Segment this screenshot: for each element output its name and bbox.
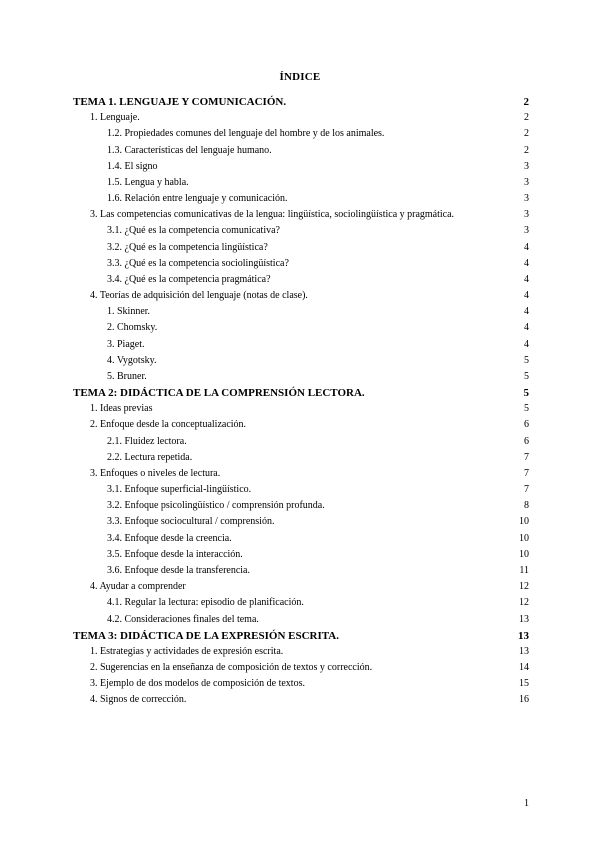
- toc-entry-page: 7: [524, 451, 529, 463]
- toc-section-entry[interactable]: [73, 676, 529, 692]
- toc-entry-page: 6: [524, 435, 529, 447]
- toc-entry-label: 3.2. Enfoque psicolingüístico / comprensión profunda.: [107, 500, 325, 512]
- toc-subsection-entry[interactable]: [73, 175, 529, 191]
- toc-entry-page: 10: [519, 516, 529, 528]
- toc-subsection-entry[interactable]: [73, 563, 529, 579]
- toc-chapter-entry[interactable]: [73, 628, 529, 644]
- toc-subsection-entry[interactable]: [73, 450, 529, 466]
- toc-subsection-entry[interactable]: [73, 547, 529, 563]
- toc-entry-page: 6: [524, 419, 529, 431]
- toc-entry-label: TEMA 3: DIDÁCTICA DE LA EXPRESIÓN ESCRITA.: [73, 629, 339, 642]
- toc-subsection-entry[interactable]: [73, 337, 529, 353]
- toc-entry-page: 5: [524, 370, 529, 382]
- toc-entry-label: 1.3. Características del lenguaje humano.: [107, 144, 272, 156]
- toc-entry-label: 4. Vygotsky.: [107, 354, 157, 366]
- toc-subsection-entry[interactable]: [73, 240, 529, 256]
- toc-entry-page: 4: [524, 290, 529, 302]
- toc-entry-label: 4.1. Regular la lectura: episodio de planificación.: [107, 597, 304, 609]
- toc-entry-label: 1. Skinner.: [107, 306, 151, 318]
- toc-entry-page: 5: [524, 354, 529, 366]
- toc-entry-page: 4: [524, 257, 529, 269]
- toc-entry-label: 3.5. Enfoque desde la interacción.: [107, 548, 243, 560]
- toc-entry-page: 16: [519, 694, 529, 706]
- toc-entry-label: 2. Sugerencias en la enseñanza de composición de textos y corrección.: [90, 662, 373, 674]
- toc-section-entry[interactable]: [73, 288, 529, 304]
- toc-entry-page: 7: [524, 467, 529, 479]
- toc-entry-label: 3.4. Enfoque desde la creencia.: [107, 532, 232, 544]
- toc-entry-page: 8: [524, 500, 529, 512]
- toc-entry-label: 4. Teorías de adquisición del lenguaje (notas de clase).: [90, 290, 308, 302]
- toc-entry-label: 2. Chomsky.: [107, 322, 158, 334]
- toc-entry-page: 4: [524, 338, 529, 350]
- toc-entry-label: 3. Ejemplo de dos modelos de composición de textos.: [90, 678, 305, 690]
- toc-subsection-entry[interactable]: [73, 223, 529, 239]
- toc-subsection-entry[interactable]: [73, 256, 529, 272]
- toc-entry-page: 4: [524, 322, 529, 334]
- toc-entry-label: TEMA 2: DIDÁCTICA DE LA COMPRENSIÓN LECTORA.: [73, 387, 365, 400]
- toc-section-entry[interactable]: [73, 466, 529, 482]
- toc-subsection-entry[interactable]: [73, 272, 529, 288]
- toc-subsection-entry[interactable]: [73, 595, 529, 611]
- toc-entry-page: 5: [524, 403, 529, 415]
- toc-entry-label: 1.6. Relación entre lenguaje y comunicación.: [107, 193, 288, 205]
- toc-entry-label: 3.1. ¿Qué es la competencia comunicativa?: [107, 225, 280, 237]
- toc-entry-page: 2: [524, 128, 529, 140]
- page-title: ÍNDICE: [279, 71, 321, 83]
- toc-section-entry[interactable]: [73, 401, 529, 417]
- toc-entry-label: 2.1. Fluidez lectora.: [107, 435, 187, 447]
- toc-section-entry[interactable]: [73, 692, 529, 708]
- toc-entry-label: 1.4. El signo: [107, 160, 158, 172]
- toc-entry-page: 2: [523, 96, 529, 108]
- toc-entry-page: 3: [524, 193, 529, 205]
- toc-entry-label: 3.3. ¿Qué es la competencia sociolingüística?: [107, 257, 289, 269]
- toc-entry-label: 3.2. ¿Qué es la competencia lingüística?: [107, 241, 268, 253]
- toc-subsection-entry[interactable]: [73, 531, 529, 547]
- toc-subsection-entry[interactable]: [73, 320, 529, 336]
- toc-entry-page: 12: [519, 597, 529, 609]
- toc-entry-label: 3. Las competencias comunicativas de la lengua: lingüística, sociolingüística y pragmática.: [90, 209, 455, 221]
- toc-entry-page: 3: [524, 209, 529, 221]
- toc-entry-page: 12: [519, 581, 529, 593]
- toc-entry-page: 4: [524, 241, 529, 253]
- toc-section-entry[interactable]: [73, 417, 529, 433]
- toc-entry-page: 3: [524, 225, 529, 237]
- toc-subsection-entry[interactable]: [73, 514, 529, 530]
- toc-chapter-entry[interactable]: [73, 385, 529, 401]
- toc-section-entry[interactable]: [73, 579, 529, 595]
- toc-entry-page: 13: [519, 645, 529, 657]
- toc-entry-page: 11: [519, 564, 529, 576]
- toc-entry-page: 13: [519, 613, 529, 625]
- toc-subsection-entry[interactable]: [73, 143, 529, 159]
- toc-section-entry[interactable]: [73, 110, 529, 126]
- toc-entry-label: 1. Lenguaje.: [90, 112, 140, 124]
- toc-entry-label: 3.1. Enfoque superficial-lingüístico.: [107, 484, 252, 496]
- toc-subsection-entry[interactable]: [73, 434, 529, 450]
- toc-subsection-entry[interactable]: [73, 191, 529, 207]
- toc-section-entry[interactable]: [73, 207, 529, 223]
- toc-entry-label: 3. Piaget.: [107, 338, 145, 350]
- toc-entry-label: 1.2. Propiedades comunes del lenguaje del hombre y de los animales.: [107, 128, 385, 140]
- toc-entry-label: 3.6. Enfoque desde la transferencia.: [107, 564, 250, 576]
- toc-entry-page: 10: [519, 532, 529, 544]
- toc-entry-page: 14: [519, 662, 529, 674]
- toc-entry-label: 1. Estrategias y actividades de expresión escrita.: [90, 645, 284, 657]
- toc-entry-label: 3.4. ¿Qué es la competencia pragmática?: [107, 273, 271, 285]
- toc-entry-page: 3: [524, 160, 529, 172]
- toc-entry-label: 4. Ayudar a comprender: [90, 581, 186, 593]
- toc-entry-label: TEMA 1. LENGUAJE Y COMUNICACIÓN.: [73, 96, 287, 108]
- toc-subsection-entry[interactable]: [73, 482, 529, 498]
- toc-entry-page: 4: [524, 306, 529, 318]
- toc-subsection-entry[interactable]: [73, 126, 529, 142]
- toc-entry-page: 2: [524, 144, 529, 156]
- toc-entry-label: 3. Enfoques o niveles de lectura.: [90, 467, 221, 479]
- toc-entry-page: 13: [518, 629, 529, 642]
- toc-subsection-entry[interactable]: [73, 369, 529, 385]
- toc-entry-page: 5: [523, 387, 529, 400]
- page-number: 1: [524, 798, 529, 809]
- toc-entry-page: 4: [524, 273, 529, 285]
- toc-chapter-entry[interactable]: [73, 94, 529, 110]
- toc-entry-label: 2.2. Lectura repetida.: [107, 451, 193, 463]
- toc-entry-page: 10: [519, 548, 529, 560]
- table-of-contents: [73, 94, 529, 709]
- toc-entry-page: 3: [524, 176, 529, 188]
- toc-entry-label: 1. Ideas previas: [90, 403, 153, 415]
- toc-entry-label: 4.2. Consideraciones finales del tema.: [107, 613, 259, 625]
- toc-entry-label: 2. Enfoque desde la conceptualización.: [90, 419, 247, 431]
- toc-section-entry[interactable]: [73, 660, 529, 676]
- toc-subsection-entry[interactable]: [73, 498, 529, 514]
- toc-subsection-entry[interactable]: [73, 353, 529, 369]
- toc-entry-page: 2: [524, 112, 529, 124]
- toc-entry-page: 7: [524, 484, 529, 496]
- toc-section-entry[interactable]: [73, 644, 529, 660]
- toc-subsection-entry[interactable]: [73, 159, 529, 175]
- toc-entry-page: 15: [519, 678, 529, 690]
- toc-subsection-entry[interactable]: [73, 304, 529, 320]
- toc-entry-label: 1.5. Lengua y habla.: [107, 176, 189, 188]
- toc-subsection-entry[interactable]: [73, 612, 529, 628]
- toc-entry-label: 3.3. Enfoque sociocultural / comprensión.: [107, 516, 275, 528]
- toc-entry-label: 4. Signos de corrección.: [90, 694, 187, 706]
- toc-entry-label: 5. Bruner.: [107, 370, 147, 382]
